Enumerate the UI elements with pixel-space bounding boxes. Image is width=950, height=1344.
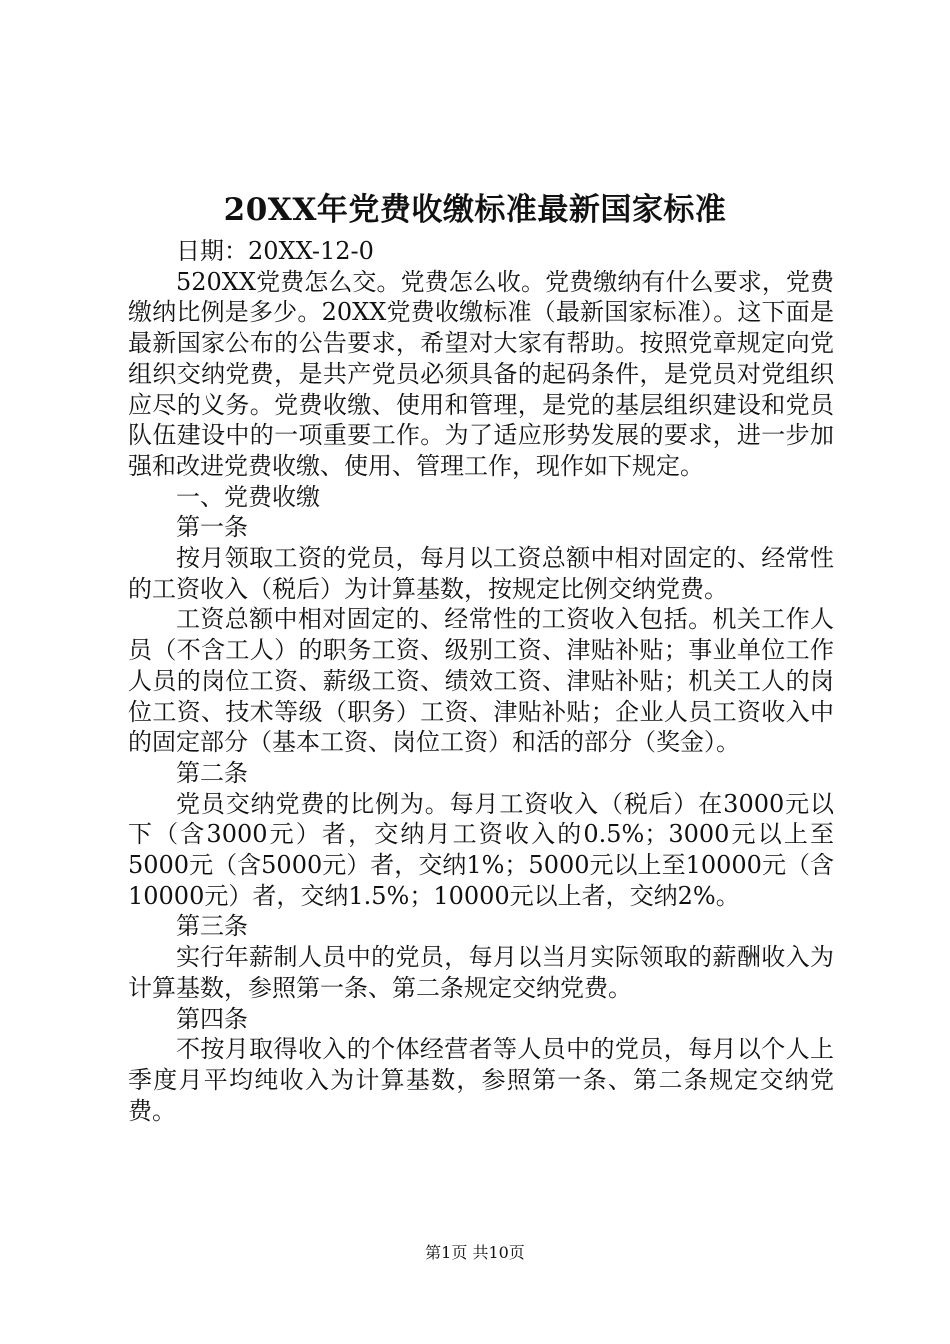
section-heading: 一、党费收缴 — [176, 482, 320, 511]
document-title: 20XX年党费收缴标准最新国家标准 — [223, 192, 727, 228]
article-heading-2: 第二条 — [176, 758, 248, 787]
article-2-paragraph: 党员交纳党费的比例为。每月工资收入（税后）在3000元以下（含3000元）者，交纳月工资收入的0.5%；3000元以上至5000元（含5000元）者，交纳1%；5000元以上至10000元（含10000元）者，交纳1.5%；10000元以上者，交纳2%。 — [128, 789, 834, 910]
article-1-detail-paragraph: 工资总额中相对固定的、经常性的工资收入包括。机关工作人员（不含工人）的职务工资、级别工资、津贴补贴；事业单位工作人员的岗位工资、薪级工资、绩效工资、津贴补贴；机关工人的岗位工资、技术等级（职务）工资、津贴补贴；企业人员工资收入中的固定部分（基本工资、岗位工资）和活的部分（奖金）。 — [128, 605, 834, 757]
intro-paragraph: 520XX党费怎么交。党费怎么收。党费缴纳有什么要求，党费缴纳比例是多少。20XX党费收缴标准（最新国家标准）。这下面是最新国家公布的公告要求，希望对大家有帮助。按照党章规定向党组织交纳党费，是共产党员必须具备的起码条件，是党员对党组织应尽的义务。党费收缴、使用和管理，是党的基层组织建设和党员队伍建设中的一项重要工作。为了适应形势发展的要求，进一步加强和改进党费收缴、使用、管理工作，现作如下规定。 — [128, 267, 834, 480]
date-line: 日期：20XX-12-0 — [176, 237, 374, 265]
page-number: 第1页 共10页 — [425, 1243, 525, 1262]
article-heading-4: 第四条 — [176, 1004, 248, 1033]
article-4-paragraph: 不按月取得收入的个体经营者等人员中的党员，每月以个人上季度月平均纯收入为计算基数，参照第一条、第二条规定交纳党费。 — [128, 1035, 834, 1125]
article-heading-1: 第一条 — [176, 513, 248, 542]
article-heading-3: 第三条 — [176, 912, 248, 941]
article-1-paragraph: 按月领取工资的党员，每月以工资总额中相对固定的、经常性的工资收入（税后）为计算基数，按规定比例交纳党费。 — [128, 544, 834, 603]
document-body — [128, 236, 834, 1126]
article-3-paragraph: 实行年薪制人员中的党员，每月以当月实际领取的薪酬收入为计算基数，参照第一条、第二条规定交纳党费。 — [128, 943, 834, 1002]
